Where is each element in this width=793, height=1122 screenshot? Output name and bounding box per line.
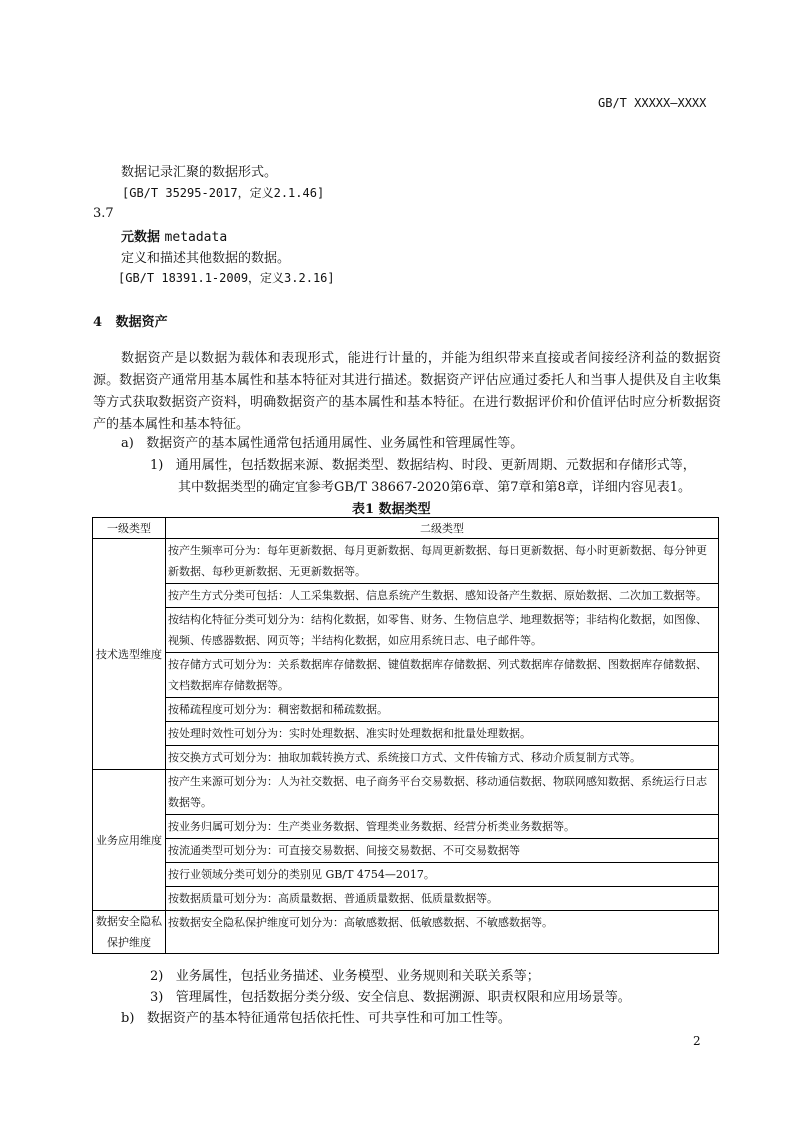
definition-tail: 数据记录汇聚的数据形式。 [121,165,278,180]
document-code: GB/T XXXXX—XXXX [598,96,707,110]
table-cell: 按业务归属可划分为：生产类业务数据、管理类业务数据、经营分析类业务数据等。 [166,815,719,839]
table-row [93,608,719,653]
group-cell: 技术选型维度 [93,539,166,770]
table-row [93,815,719,839]
table-row [93,653,719,698]
header-cell: 二级类型 [166,518,719,539]
clause-number: 3.7 [93,206,114,221]
table-row [93,746,719,770]
list-item-b [121,1007,511,1026]
section-heading [93,311,168,330]
table-cell: 按存储方式可划分为：关系数据库存储数据、键值数据库存储数据、列式数据库存储数据、图数据库存储数据、文档数据库存储数据等。 [166,653,719,698]
term-title [121,226,227,245]
table-header-row [93,518,719,539]
section-paragraph: 数据资产是以数据为载体和表现形式，能进行计量的，并能为组织带来直接或者间接经济利益的数据资源。数据资产通常用基本属性和基本特征对其进行描述。数据资产评估应通过委托人和当事人提供及自主收集等方式获取数据资产资料，明确数据资产的基本属性和基本特征。在进行数据评价和价值评估时应分析数据资产的基本属性和基本特征。 [93,351,721,432]
group-cell: 数据安全隐私保护维度 [93,911,166,954]
list-text: 数据资产的基本属性通常包括通用属性、业务属性和管理属性等。 [146,436,524,451]
list-label: a) [121,436,134,451]
table-cell: 按数据质量可划分为：高质量数据、普通质量数据、低质量数据等。 [166,887,719,911]
list-item-a2 [150,965,540,984]
table-row [93,539,719,584]
table-cell: 按行业领域分类可划分的类别见 GB/T 4754—2017。 [166,863,719,887]
list-text: 通用属性，包括数据来源、数据类型、数据结构、时段、更新周期、元数据和存储形式等， [175,458,696,473]
table-cell: 按结构化特征分类可划分为：结构化数据，如零售、财务、生物信息学、地理数据等；非结构化数据，如图像、视频、传感器数据、网页等；半结构化数据，如应用系统日志、电子邮件等。 [166,608,719,653]
term-english: metadata [164,230,228,245]
table-cell: 按产生频率可分为：每年更新数据、每月更新数据、每周更新数据、每日更新数据、每小时更新数据、每分钟更新数据、每秒更新数据、无更新数据等。 [166,539,719,584]
table-row [93,863,719,887]
table-row [93,911,719,954]
list-item-a3 [150,986,631,1005]
page-number: 2 [693,1034,701,1048]
list-label: 1) [150,458,164,473]
table-cell: 按产生来源可划分为：人为社交数据、电子商务平台交易数据、移动通信数据、物联网感知数据、系统运行日志数据等。 [166,770,719,815]
table-cell: 按处理时效性可划分为：实时处理数据、准实时处理数据和批量处理数据。 [166,722,719,746]
table-cell: 按流通类型可划分为：可直接交易数据、间接交易数据、不可交易数据等 [166,839,719,863]
definition-source: [GB/T 35295-2017，定义2.1.46] [122,186,325,200]
table-row [93,839,719,863]
list-text: 管理属性，包括数据分类分级、安全信息、数据溯源、职责权限和应用场景等。 [175,990,631,1005]
table-row [93,584,719,608]
table-cell: 按交换方式可划分为：抽取加载转换方式、系统接口方式、文件传输方式、移动介质复制方式等。 [166,746,719,770]
section-title: 数据资产 [115,315,168,330]
table-row [93,698,719,722]
term-definition: 定义和描述其他数据的数据。 [121,251,291,266]
data-type-table [92,517,719,954]
table-caption: 表1 数据类型 [352,502,431,517]
list-item-a [121,432,523,451]
list-label: 2) [150,969,164,984]
list-item-a1 [150,454,696,473]
list-text: 业务属性，包括业务描述、业务模型、业务规则和关联关系等； [175,969,540,984]
section-number: 4 [93,315,103,330]
header-cell: 一级类型 [93,518,166,539]
list-text: 数据资产的基本特征通常包括依托性、可共享性和可加工性等。 [146,1011,511,1026]
table-cell: 按数据安全隐私保护维度可划分为：高敏感数据、低敏感数据、不敏感数据等。 [166,911,719,954]
term-chinese: 元数据 [121,230,161,245]
group-cell: 业务应用维度 [93,770,166,911]
table-row [93,887,719,911]
list-label: 3) [150,990,164,1005]
list-label: b) [121,1011,135,1026]
list-text-continued: 其中数据类型的确定宜参考GB/T 38667-2020第6章、第7章和第8章，详细内容见表1。 [178,480,692,495]
table-cell: 按产生方式分类可包括：人工采集数据、信息系统产生数据、感知设备产生数据、原始数据、二次加工数据等。 [166,584,719,608]
term-source: [GB/T 18391.1-2009，定义3.2.16] [118,271,335,285]
table-row [93,770,719,815]
table-cell: 按稀疏程度可划分为：稠密数据和稀疏数据。 [166,698,719,722]
table-row [93,722,719,746]
